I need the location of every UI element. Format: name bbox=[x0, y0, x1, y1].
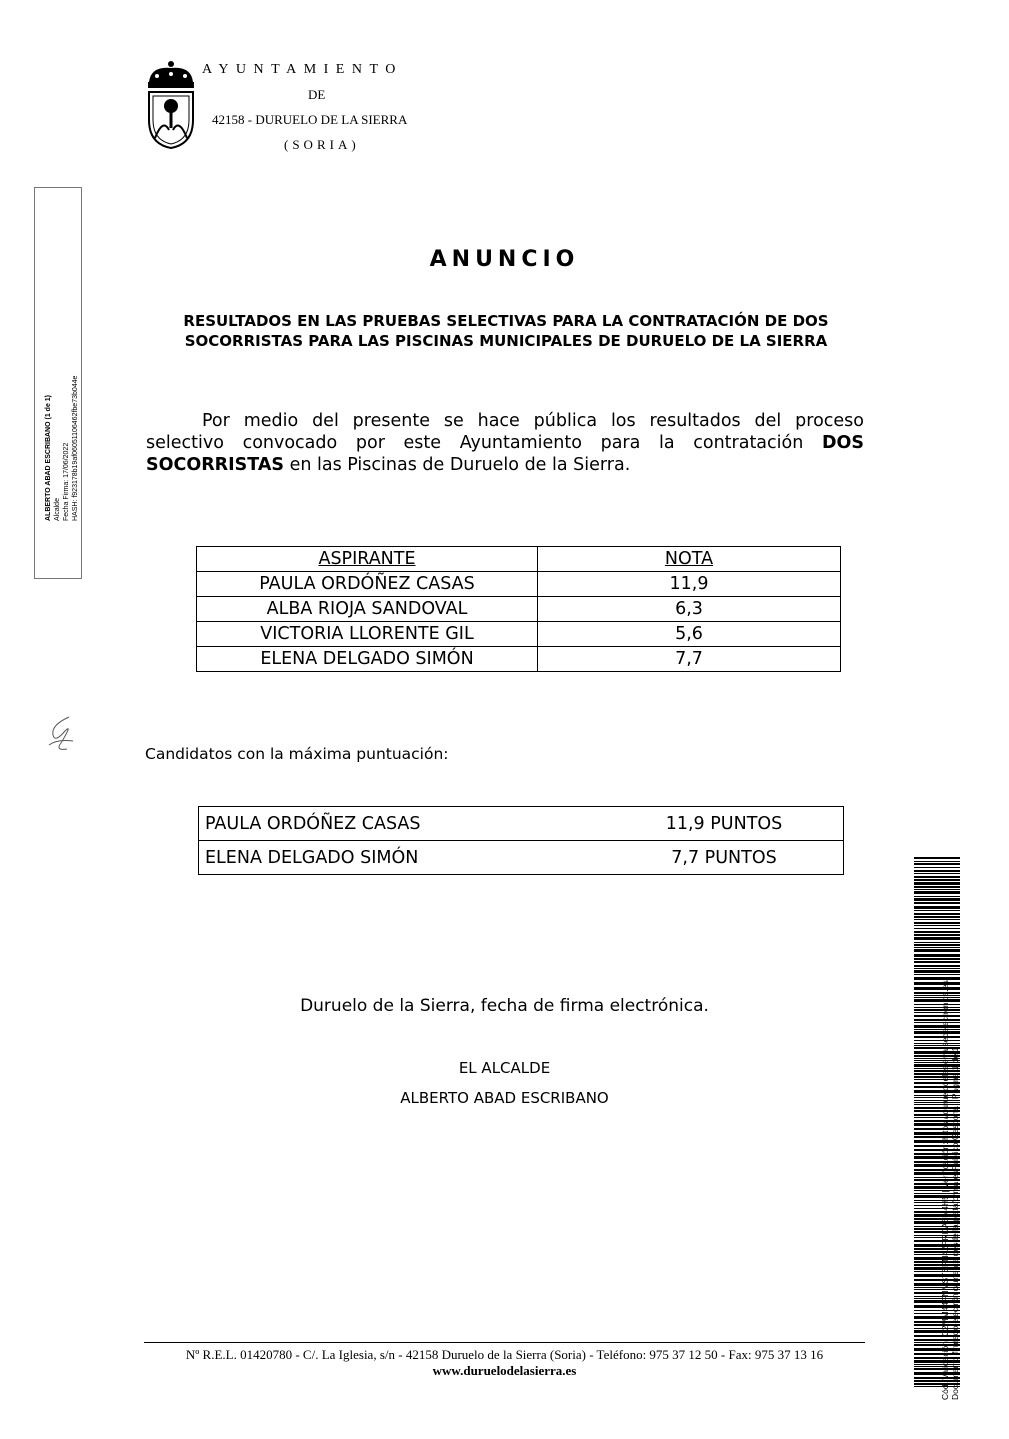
top-candidate-name: PAULA ORDÓÑEZ CASAS bbox=[199, 807, 606, 841]
top-candidate-name: ELENA DELGADO SIMÓN bbox=[199, 841, 606, 875]
header-province: (SORIA) bbox=[284, 137, 360, 152]
results-name: VICTORIA LLORENTE GIL bbox=[197, 622, 538, 647]
validation-platform: Documento firmado electrónicamente desde la plataforma esPublico Gestiona | Página 1 de 1 bbox=[950, 1046, 960, 1400]
intro-text-b: en las Piscinas de Duruelo de la Sierra. bbox=[284, 455, 631, 475]
results-score: 7,7 bbox=[538, 647, 841, 672]
handwritten-signature-icon bbox=[43, 713, 77, 755]
results-score: 5,6 bbox=[538, 622, 841, 647]
results-name: PAULA ORDÓÑEZ CASAS bbox=[197, 572, 538, 597]
header-address: 42158 - DURUELO DE LA SIERRA bbox=[212, 112, 408, 127]
signature-stamp-text bbox=[44, 231, 80, 521]
footer-divider bbox=[144, 1342, 865, 1343]
signer-name: ALBERTO ABAD ESCRIBANO bbox=[400, 1089, 609, 1107]
top-candidates-table bbox=[198, 806, 844, 875]
results-score: 11,9 bbox=[538, 572, 841, 597]
intro-paragraph bbox=[146, 410, 864, 476]
results-header-row bbox=[197, 547, 841, 572]
max-score-label: Candidatos con la máxima puntuación: bbox=[145, 745, 449, 763]
page-title: ANUNCIO bbox=[429, 247, 580, 272]
stamp-hash: HASH: f923178b19af06051106462fbe73b044e bbox=[72, 375, 79, 521]
footer-address: Nº R.E.L. 01420780 - C/. La Iglesia, s/n - 42158 Duruelo de la Sierra (Soria) - Teléfono: 975 37 12 50 - Fax: 975 37 13 16 bbox=[185, 1347, 824, 1362]
results-header-nota: NOTA bbox=[538, 547, 841, 572]
header-municipality-label: AYUNTAMIENTO bbox=[202, 62, 403, 77]
stamp-date: Fecha Firma: 17/06/2022 bbox=[63, 442, 70, 521]
validation-code: Cód. Validación: C2MM44FNMSTSFN4ZFRDA6M4H5 | Verificación: https://duruelodelasierra.sedelectronica.es/ bbox=[940, 977, 950, 1400]
top-candidate-points: 7,7 PUNTOS bbox=[605, 841, 844, 875]
validation-text bbox=[940, 860, 960, 1400]
table-row bbox=[197, 647, 841, 672]
results-score: 6,3 bbox=[538, 597, 841, 622]
signature-stamp bbox=[34, 187, 82, 579]
results-header-aspirante: ASPIRANTE bbox=[197, 547, 538, 572]
table-row bbox=[199, 807, 844, 841]
table-row bbox=[197, 622, 841, 647]
results-name: ELENA DELGADO SIMÓN bbox=[197, 647, 538, 672]
intro-text-a: Por medio del presente se hace pública los resultados del proceso selectivo convocado por este Ayuntamiento para la contratación bbox=[146, 411, 864, 453]
header-de: DE bbox=[308, 87, 326, 102]
stamp-role: Alcalde bbox=[54, 498, 61, 521]
signer-role: EL ALCALDE bbox=[458, 1059, 551, 1077]
page-subtitle: RESULTADOS EN LAS PRUEBAS SELECTIVAS PARA LA CONTRATACIÓN DE DOS SOCORRISTAS PARA LAS PISCINAS MUNICIPALES DE DURUELO DE LA SIERRA bbox=[183, 312, 829, 350]
top-candidate-points: 11,9 PUNTOS bbox=[605, 807, 844, 841]
barcode-bar bbox=[914, 857, 960, 859]
stamp-signer: ALBERTO ABAD ESCRIBANO (1 de 1) bbox=[45, 394, 52, 521]
results-name: ALBA RIOJA SANDOVAL bbox=[197, 597, 538, 622]
footer-website-link[interactable]: www.duruelodelasierra.es bbox=[432, 1363, 577, 1378]
coat-of-arms-icon bbox=[143, 58, 199, 150]
intro-bold: DOS SOCORRISTAS bbox=[146, 433, 864, 475]
table-row bbox=[197, 572, 841, 597]
results-table bbox=[196, 546, 841, 672]
table-row bbox=[197, 597, 841, 622]
place-and-date: Duruelo de la Sierra, fecha de firma electrónica. bbox=[300, 996, 709, 1016]
table-row bbox=[199, 841, 844, 875]
